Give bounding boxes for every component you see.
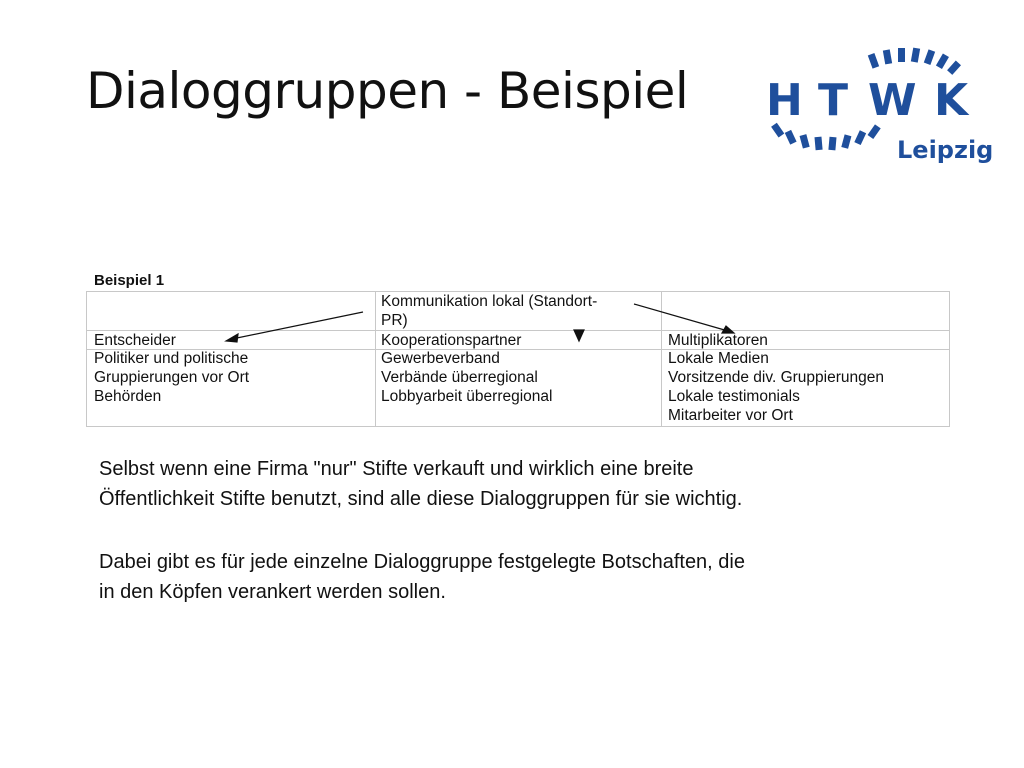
list-item: Gewerbeverband (381, 350, 500, 367)
arrow-head-down (574, 330, 584, 341)
list-item: Mitarbeiter vor Ort (668, 407, 793, 424)
body-paragraph-2-line-1: Dabei gibt es für jede einzelne Dialoggruppe festgelegte Botschaften, die (99, 551, 745, 573)
list-item: Politiker und politische (94, 350, 249, 367)
logo-letter-t: T (818, 75, 849, 126)
slide-title: Dialoggruppen - Beispiel (86, 62, 689, 120)
logo-city: Leipzig (897, 136, 994, 164)
list-item: Lokale Medien (668, 350, 769, 367)
top-cell-line2: PR) (381, 312, 408, 329)
list-item: Lokale testimonials (668, 388, 800, 405)
htwk-leipzig-logo (760, 38, 996, 168)
body-paragraph-1-line-1: Selbst wenn eine Firma "nur" Stifte verkauft und wirklich eine breite (99, 458, 694, 480)
body-paragraph-1-line-2: Öffentlichkeit Stifte benutzt, sind alle diese Dialoggruppen für sie wichtig. (99, 488, 743, 510)
list-item: Lobbyarbeit überregional (381, 388, 553, 405)
list-item: Vorsitzende div. Gruppierungen (668, 369, 884, 386)
logo-letter-w: W (868, 75, 917, 126)
list-item: Gruppierungen vor Ort (94, 369, 250, 386)
body-paragraph-2-line-2: in den Köpfen verankert werden sollen. (99, 581, 446, 603)
column-header-entscheider: Entscheider (94, 332, 176, 349)
dialog-groups-table (86, 291, 950, 427)
logo-letter-k: K (934, 75, 969, 126)
example-label: Beispiel 1 (94, 272, 165, 289)
column-header-kooperationspartner: Kooperationspartner (381, 332, 522, 349)
logo-letter-h: H (766, 75, 803, 126)
list-item: Verbände überregional (381, 369, 538, 386)
list-item: Behörden (94, 388, 162, 405)
column-header-multiplikatoren: Multiplikatoren (668, 332, 768, 349)
top-cell-line1: Kommunikation lokal (Standort- (381, 293, 598, 310)
arrow-head-left (226, 334, 238, 342)
